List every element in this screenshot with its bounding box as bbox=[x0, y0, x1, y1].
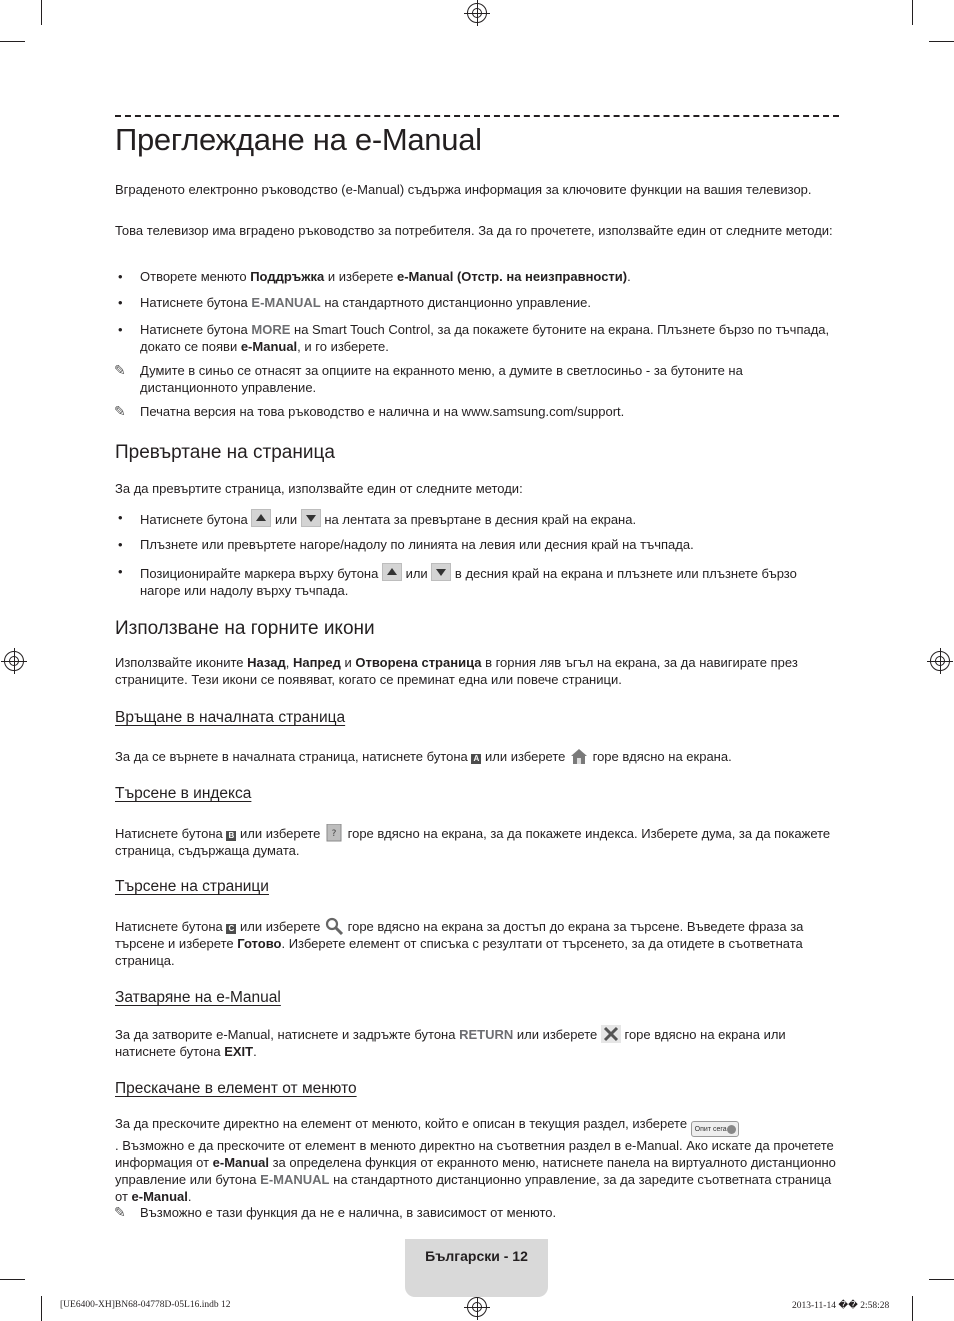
bullet: • bbox=[118, 295, 123, 310]
crop-mark bbox=[912, 0, 913, 25]
paragraph: За да затворите e-Manual, натиснете и задръжте бутона RETURN или изберете горе вдясно на екрана или натиснете бутона EXIT. bbox=[115, 1027, 786, 1059]
bullet: • bbox=[118, 510, 123, 525]
intro-paragraph: Вграденото електронно ръководство (e-Manual) съдържа информация за ключовите функции на вашия телевизор. bbox=[115, 182, 812, 197]
search-icon bbox=[324, 917, 344, 935]
list-item: Отворете менюто Поддръжка и изберете e-Manual (Отстр. на неизправности). bbox=[140, 269, 631, 284]
paragraph: Натиснете бутона B или изберете ? горе вдясно на екрана, за да покажете индекса. Изберете дума, за да покажете страница, съдържаща думата. bbox=[115, 826, 831, 858]
paragraph: За да превъртите страница, използвайте един от следните методи: bbox=[115, 481, 523, 496]
crop-mark bbox=[41, 1296, 42, 1321]
scroll-down-icon bbox=[431, 563, 451, 581]
crop-mark bbox=[0, 41, 25, 42]
section-heading: Използване на горните икони bbox=[115, 618, 375, 639]
key-c-icon: C bbox=[226, 924, 236, 934]
subsection-heading: Връщане в началната страница bbox=[115, 709, 346, 726]
crop-mark bbox=[0, 1279, 25, 1280]
registration-mark bbox=[930, 651, 950, 671]
bullet: • bbox=[118, 537, 123, 552]
list-item: Натиснете бутона E-MANUAL на стандартното дистанционно управление. bbox=[140, 295, 591, 310]
subsection-heading: Затваряне на e-Manual bbox=[115, 989, 281, 1006]
scroll-down-icon bbox=[301, 509, 321, 527]
try-now-button: Опит сега bbox=[691, 1121, 739, 1137]
scroll-up-icon bbox=[382, 563, 402, 581]
home-icon bbox=[569, 747, 589, 765]
list-item: Натиснете бутона MORE на Smart Touch Control, за да покажете бутоните на екрана. Плъзнете бързо по тъчпада, докато се появи e-Manual, и го изберете. bbox=[140, 322, 830, 354]
page-number: Български - 12 bbox=[425, 1248, 528, 1264]
crop-mark bbox=[929, 41, 954, 42]
close-icon bbox=[601, 1025, 621, 1043]
note: Печатна версия на това ръководство е налична и на www.samsung.com/support. bbox=[140, 404, 625, 419]
paragraph: За да се върнете в началната страница, натиснете бутона A или изберете горе вдясно на екрана. bbox=[115, 749, 732, 764]
bullet: • bbox=[118, 322, 123, 337]
list-item: Позиционирайте маркера върху бутона или в десния край на екрана и плъзнете или плъзнете бързо нагоре или надолу върху тъчпада. bbox=[140, 563, 840, 599]
pencil-note-icon: ✎ bbox=[114, 403, 126, 419]
subsection-heading: Търсене на страници bbox=[115, 878, 269, 895]
index-icon bbox=[324, 824, 344, 842]
paragraph: Използвайте иконите Назад, Напред и Отворена страница в горния ляв ъгъл на екрана, за да навигирате през страниците. Тези икони се появяват, когато се преминат една или повече страници. bbox=[115, 655, 798, 687]
title-rule bbox=[115, 115, 839, 117]
pencil-note-icon: ✎ bbox=[114, 362, 126, 378]
bullet: • bbox=[118, 269, 123, 284]
crop-mark bbox=[912, 1296, 913, 1321]
section-heading: Превъртане на страница bbox=[115, 442, 335, 463]
crop-mark bbox=[41, 0, 42, 25]
pencil-note-icon: ✎ bbox=[114, 1204, 126, 1220]
key-b-icon: B bbox=[226, 831, 236, 841]
svg-text:?: ? bbox=[331, 829, 337, 839]
paragraph: За да прескочите директно на елемент от менюто, който е описан в текущия раздел, изберете Опит сега . Възможно е да прескочите от елемент в менюто директно на съответния раздел в e-Manual. Ако искате да прочетете информация от e-Manual за определена функция от екранното меню, натиснете панела на виртуалното дистанционно управление или бутона E-MANUAL на стандартното дистанционно управление, за да заредите съответната страница от e-Manual. bbox=[115, 1116, 836, 1204]
scroll-up-icon bbox=[251, 509, 271, 527]
crop-mark bbox=[929, 1279, 954, 1280]
registration-mark bbox=[4, 651, 24, 671]
subsection-heading: Прескачане в елемент от менюто bbox=[115, 1080, 357, 1097]
list-item: Натиснете бутона или на лентата за превъртане в десния край на екрана. bbox=[140, 509, 840, 528]
registration-mark bbox=[467, 3, 487, 23]
note: Възможно е тази функция да не е налична, в зависимост от менюто. bbox=[140, 1205, 557, 1220]
bullet: • bbox=[118, 564, 123, 579]
intro-paragraph: Това телевизор има вградено ръководство за потребителя. За да го прочетете, използвайте един от следните методи: bbox=[115, 223, 833, 238]
page-title: Преглеждане на e-Manual bbox=[115, 122, 482, 157]
list-item: Плъзнете или превъртете нагоре/надолу по линията на левия или десния край на тъчпада. bbox=[140, 537, 694, 552]
note: Думите в синьо се отнасят за опциите на екранното меню, а думите в светлосиньо - за бутоните на дистанционното управление. bbox=[140, 363, 743, 395]
paragraph: Натиснете бутона C или изберете горе вдясно на екрана за достъп до екрана за търсене. Въведете фраза за търсене и изберете Готово. Изберете елемент от списъка с резултати от търсенето, за да отидете в съответната страница. bbox=[115, 919, 804, 968]
subsection-heading: Търсене в индекса bbox=[115, 785, 252, 802]
key-a-icon: A bbox=[471, 754, 481, 764]
print-slug-right: 2013-11-14 �� 2:58:28 bbox=[792, 1301, 890, 1311]
registration-mark bbox=[467, 1297, 487, 1317]
play-icon bbox=[727, 1125, 736, 1134]
print-slug-left: [UE6400-XH]BN68-04778D-05L16.indb 12 bbox=[60, 1300, 231, 1310]
